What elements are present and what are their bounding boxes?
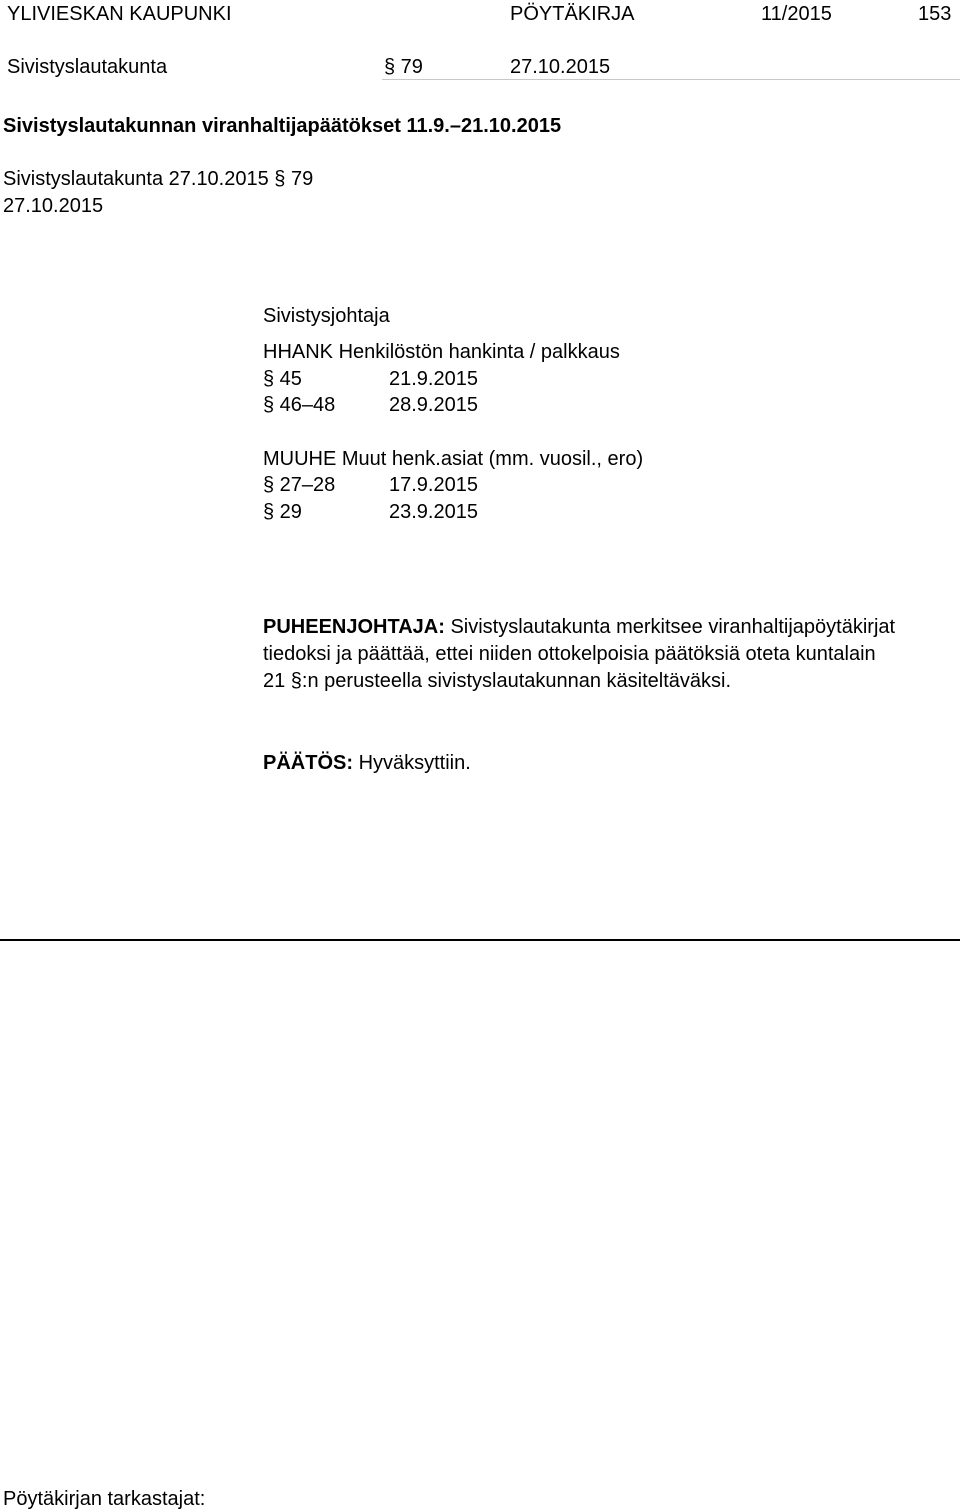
decision-section: § 29 xyxy=(263,501,302,523)
decision-statement xyxy=(263,750,471,776)
decision-section: § 45 xyxy=(263,368,302,390)
page-number: 153 xyxy=(918,3,952,25)
footer-divider xyxy=(0,939,960,941)
organization-name: YLIVIESKAN KAUPUNKI xyxy=(7,3,232,25)
item-reference-date: 27.10.2015 xyxy=(3,195,104,217)
decision-group-title: MUUHE Muut henk.asiat (mm. vuosil., ero) xyxy=(263,448,644,470)
decision-date: 23.9.2015 xyxy=(389,501,478,523)
document-type: PÖYTÄKIRJA xyxy=(510,3,635,25)
minutes-inspectors-label: Pöytäkirjan tarkastajat: xyxy=(3,1488,206,1510)
item-reference: Sivistyslautakunta 27.10.2015 § 79 xyxy=(3,168,314,190)
header-divider xyxy=(382,79,960,80)
board-name: Sivistyslautakunta xyxy=(7,56,168,78)
decision-date: 28.9.2015 xyxy=(389,394,478,416)
proposal-label: PUHEENJOHTAJA: xyxy=(263,616,445,638)
proposal-text: Sivistyslautakunta merkitsee viranhaltijapöytäkirjat tiedoksi ja päättää, ettei niiden ottokelpoisia päätöksiä oteta kuntalain 21 §:n perusteella sivistyslautakunnan käsiteltäväksi. xyxy=(263,616,896,692)
chair-proposal xyxy=(263,614,903,695)
section-number: § 79 xyxy=(384,56,423,78)
decision-text: Hyväksyttiin. xyxy=(358,752,471,774)
item-title: Sivistyslautakunnan viranhaltijapäätökset 11.9.–21.10.2015 xyxy=(3,115,562,137)
document-number: 11/2015 xyxy=(761,3,832,25)
decision-date: 21.9.2015 xyxy=(389,368,478,390)
decision-date: 17.9.2015 xyxy=(389,474,478,496)
decision-section: § 46–48 xyxy=(263,394,336,416)
decision-label: PÄÄTÖS: xyxy=(263,752,353,774)
decision-group-title: HHANK Henkilöstön hankinta / palkkaus xyxy=(263,341,620,363)
meeting-date: 27.10.2015 xyxy=(510,56,611,78)
decision-section: § 27–28 xyxy=(263,474,336,496)
official-title: Sivistysjohtaja xyxy=(263,305,390,327)
